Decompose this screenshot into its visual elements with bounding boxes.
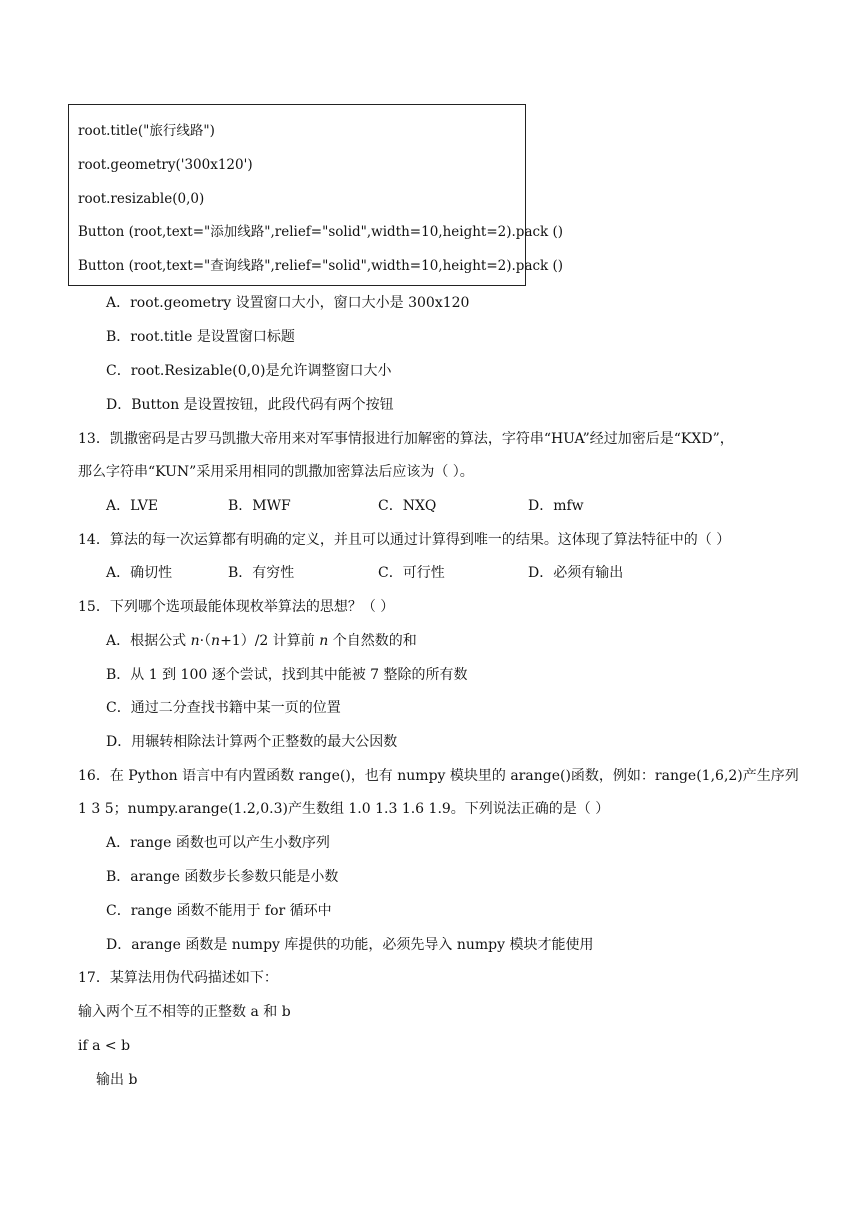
code-line: Button (root,text="查询线路",relief="solid",width=10,height=2).pack () (78, 258, 564, 274)
q14-option-c: C．可行性 (378, 565, 445, 581)
q13-option-c: C．NXQ (378, 498, 437, 514)
q16-option-b: B．arange 函数步长参数只能是小数 (106, 869, 339, 885)
q13-option-d: D．mfw (528, 498, 584, 514)
q14-option-d: D．必须有输出 (528, 565, 624, 581)
q12-option-d: D．Button 是设置按钮，此段代码有两个按钮 (106, 397, 394, 413)
q13-stem-line2: 那么字符串“KUN”采用采用相同的凯撒加密算法后应该为（ ）。 (78, 464, 474, 480)
q15-stem: 15．下列哪个选项最能体现枚举算法的思想？（ ） (78, 599, 395, 615)
q17-pseudocode-line: if a < b (78, 1038, 131, 1054)
q16-stem-line2: 1 3 5；numpy.arange(1.2,0.3)产生数组 1.0 1.3 1.6 1.9。下列说法正确的是（ ） (78, 801, 610, 817)
q17-stem: 17．某算法用伪代码描述如下： (78, 970, 278, 986)
q15-var-n: n (190, 633, 200, 649)
q14-option-a: A．确切性 (106, 565, 173, 581)
q12-option-a: A．root.geometry 设置窗口大小，窗口大小是 300x120 (106, 295, 470, 311)
q14-option-b: B．有穷性 (228, 565, 295, 581)
q15-option-a-mid1: ·（ (199, 633, 212, 649)
q15-var-n: n (211, 633, 221, 649)
q12-option-c: C．root.Resizable(0,0)是允许调整窗口大小 (106, 363, 392, 379)
q15-var-n: n (319, 633, 329, 649)
q16-option-c: C．range 函数不能用于 for 循环中 (106, 903, 332, 919)
q15-option-a-prefix: A．根据公式 (106, 633, 191, 649)
q15-option-a (106, 631, 417, 651)
code-line: root.geometry('300x120') (78, 157, 253, 173)
q13-stem-line1: 13．凯撒密码是古罗马凯撒大帝用来对军事情报进行加解密的算法，字符串“HUA”经过加密后是“KXD”， (78, 431, 734, 447)
q15-option-c: C．通过二分查找书籍中某一页的位置 (106, 700, 341, 716)
q17-pseudocode-line: 输出 b (96, 1072, 138, 1088)
q16-option-a: A．range 函数也可以产生小数序列 (106, 835, 330, 851)
q15-option-a-suffix: 个自然数的和 (328, 633, 417, 649)
code-line: root.resizable(0,0) (78, 191, 205, 207)
q16-option-d: D．arange 函数是 numpy 库提供的功能，必须先导入 numpy 模块才能使用 (106, 937, 594, 953)
q15-option-a-mid2: +1）/2 计算前 (220, 633, 320, 649)
q13-option-b: B．MWF (228, 498, 291, 514)
code-box (68, 104, 564, 286)
q15-option-d: D．用辗转相除法计算两个正整数的最大公因数 (106, 734, 398, 750)
q14-stem: 14．算法的每一次运算都有明确的定义，并且可以通过计算得到唯一的结果。这体现了算法特征中的（ ） (78, 532, 731, 548)
q17-pseudocode-line: 输入两个互不相等的正整数 a 和 b (78, 1004, 291, 1020)
code-line: Button (root,text="添加线路",relief="solid",width=10,height=2).pack () (78, 224, 564, 240)
q15-option-b: B．从 1 到 100 逐个尝试，找到其中能被 7 整除的所有数 (106, 667, 468, 683)
q13-option-a: A．LVE (106, 498, 159, 514)
q16-stem-line1: 16．在 Python 语言中有内置函数 range()，也有 numpy 模块里的 arange()函数，例如：range(1,6,2)产生序列 (78, 768, 799, 784)
q12-option-b: B．root.title 是设置窗口标题 (106, 329, 295, 345)
code-line: root.title("旅行线路") (78, 123, 215, 139)
